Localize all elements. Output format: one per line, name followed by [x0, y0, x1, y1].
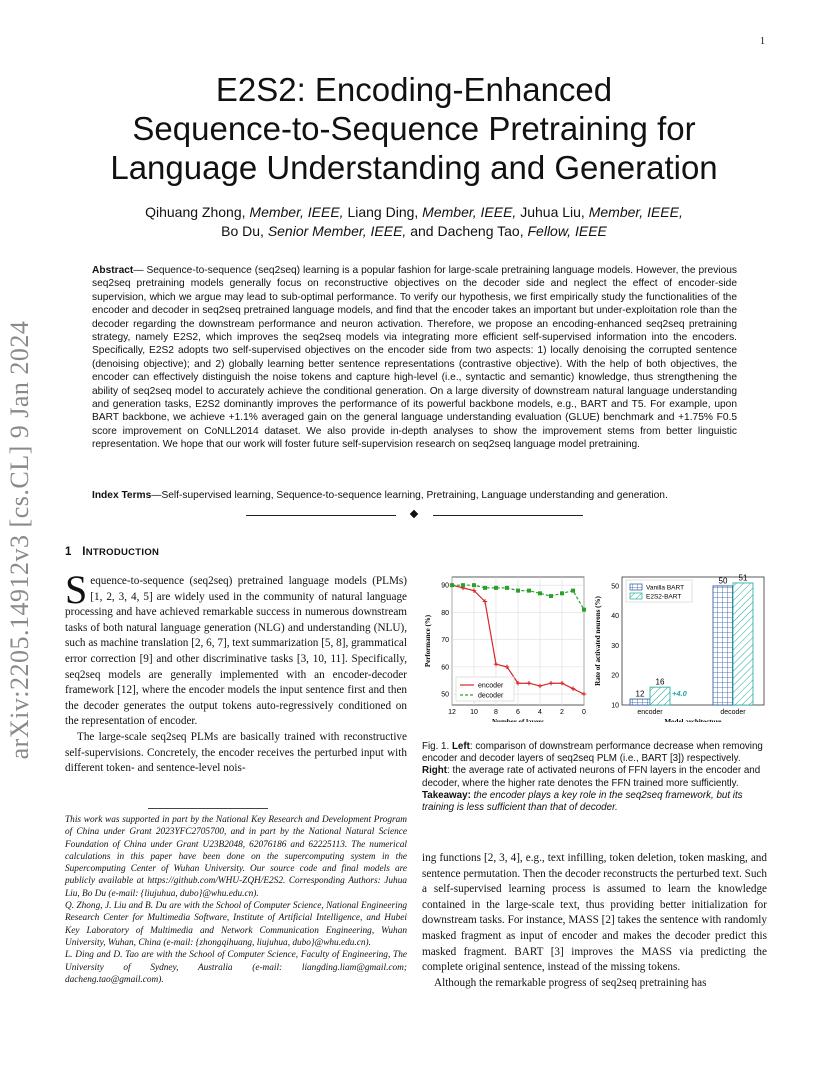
data-point-decoder: [483, 586, 487, 590]
author-line: [60, 203, 768, 222]
x-tick-label: 4: [538, 709, 542, 716]
x-tick-label: 6: [516, 709, 520, 716]
divider-line: [433, 515, 583, 516]
divider-line: [246, 515, 396, 516]
y-tick-label: 10: [611, 702, 619, 710]
data-point-decoder: [450, 583, 454, 587]
index-terms: [92, 489, 737, 502]
bar-vanilla-bart-decoder: [713, 586, 733, 705]
caption-right-text: : the average rate of activated neurons of FFN layers in the encoder and decoder, where the higher rate denotes the FFN trained more sufficiently.: [422, 765, 761, 789]
x-tick-label: 0: [582, 709, 586, 716]
figure-1: [422, 572, 767, 722]
footnote-paragraph: L. Ding and D. Tao are with the School of Computer Science, Faculty of Engineering, The University of Sydney, Australia (e-mail: liangding.liam@gmail.com; dacheng.tao@gmail.com).: [65, 950, 407, 985]
data-point-decoder: [505, 586, 509, 590]
y-tick-label: 50: [441, 691, 449, 699]
author-list: [60, 203, 768, 241]
data-point-decoder: [461, 583, 465, 587]
section-heading: [65, 546, 159, 558]
author-name: Bo Du,: [221, 223, 268, 239]
author-name: Qihuang Zhong,: [145, 204, 250, 220]
legend-label-decoder: decoder: [478, 692, 504, 700]
x-axis-label: Number of layers: [492, 718, 544, 722]
y-axis-label: Performance (%): [424, 614, 432, 668]
author-role: Member, IEEE,: [249, 204, 344, 220]
title-line: E2S2: Encoding-Enhanced: [215, 71, 613, 108]
figure-1-charts: [422, 572, 767, 722]
y-tick-label: 90: [441, 582, 449, 590]
index-terms-label: Index Terms: [92, 490, 152, 501]
y-tick-label: 20: [611, 672, 619, 680]
intro-paragraph-2: The large-scale seq2seq PLMs are basically trained with reconstructive self-supervisions. Concretely, the encoder receives the perturbed input with different token- and sentence-level nois-: [65, 730, 407, 775]
intro-paragraph-1: [65, 567, 407, 730]
legend-swatch-vanilla-bart: [630, 584, 642, 590]
right-column: [422, 851, 767, 991]
intro-column: [65, 567, 407, 777]
author-role: Member, IEEE,: [588, 204, 683, 220]
data-label: 51: [738, 573, 748, 583]
y-axis-label: Rate of activated neurons (%): [594, 596, 602, 686]
legend-swatch-e2s2-bart: [630, 593, 642, 599]
legend-label-e2s2-bart: E2S2-BART: [646, 593, 682, 601]
x-tick-label: 2: [560, 709, 564, 716]
arxiv-stamp: arXiv:2205.14912v3 [cs.CL] 9 Jan 2024: [5, 320, 34, 760]
data-point-decoder: [538, 591, 542, 595]
data-point-decoder: [560, 591, 564, 595]
x-tick-label: decoder: [720, 709, 746, 716]
dropcap: S: [65, 567, 88, 612]
paragraph-text: equence-to-sequence (seq2seq) pretrained language models (PLMs) [1, 2, 3, 4, 5] are widely used in the community of natural language processing and have achieved remarkable success in numerous downstream tasks of both natural language generation (NLG) and understanding (NLU), such as machine translation [2, 6, 7], text summarization [5, 8], grammatical error correction [9] and other discriminative tasks [3, 10, 11]. Specifically, seq2seq models are generally implemented with an encoder-decoder framework [12], where the encoder models the input sentence first and then the decoder generates the output tokens auto-regressively conditioned on the representation of encoder.: [65, 575, 407, 728]
author-role: Fellow, IEEE: [527, 223, 607, 239]
y-tick-label: 30: [611, 642, 619, 650]
data-point-decoder: [571, 589, 575, 593]
data-point-decoder: [549, 594, 553, 598]
gain-annotation: +4.0: [672, 689, 687, 699]
y-tick-label: 60: [441, 664, 449, 672]
data-point-decoder: [527, 589, 531, 593]
title-line: Sequence-to-Sequence Pretraining for: [132, 110, 696, 147]
footnote-rule: [148, 808, 268, 809]
caption-takeaway-label: Takeaway:: [422, 789, 471, 801]
caption-takeaway-text: the encoder plays a key role in the seq2seq framework, but its training is less sufficient than that of decoder.: [422, 789, 743, 814]
caption-left-label: Left: [451, 741, 470, 752]
x-tick-label: encoder: [637, 709, 663, 716]
y-tick-label: 80: [441, 609, 449, 617]
data-point-decoder: [472, 583, 476, 587]
author-line: [60, 222, 768, 241]
footnote-paragraph: This work was supported in part by the National Key Research and Development Program of China under Grant 2023YFC2705700, and in part by the National Natural Science Foundation of China under Grant U23B2048, 62076186 and 62225113. The numerical calculations in this paper have been done on the supercomputing system in the Supercomputing Center of Wuhan University. Our source code and final models are publicly available at https://github.com/WHU-ZQH/E2S2. Corresponding Authors: Juhua Liu, Bo Du (e-mail: {liujuhua, dubo}@whu.edu.cn).: [65, 815, 407, 899]
caption-right-label: Right: [422, 765, 448, 777]
abstract-text: — Sequence-to-sequence (seq2seq) learning is a popular fashion for large-scale pretraining language models. However, the previous seq2seq pretraining models generally focus on reconstructive objectives on the decoder side and neglect the effect of encoder-side supervision, which we argue may lead to sub-optimal performance. To verify our hypothesis, we first empirically study the functionalities of the encoder and decoder in seq2seq pretrained language models, and find that the encoder takes an important but under-exploitation role than the decoder regarding the downstream performance and neuron activation. Therefore, we propose an encoding-enhanced seq2seq pretraining strategy, namely E2S2, which improves the seq2seq models via integrating more efficient self-supervised information into the encoders. Specifically, E2S2 adopts two self-supervised objectives on the encoder side from two aspects: 1) locally denoising the corrupted sentence (denoising objective); and 2) globally learning better sentence representations (contrastive objective). With the help of both objectives, the encoder can effectively distinguish the noise tokens and capture high-level (i.e., syntactic and semantic) knowledge, thus strengthening the ability of seq2seq model to accurately achieve the conditional generation. On a large diversity of downstream natural language understanding and generation tasks, E2S2 dominantly improves the performance of its powerful backbone models, e.g., BART and T5. For example, upon BART backbone, we achieve +1.1% averaged gain on the general language understanding evaluation (GLUE) benchmark and +1.75% F0.5 score improvement on CoNLL2014 dataset. We also provide in-depth analyses to show the improvement stems from better linguistic representation. We hope that our work will foster future self-supervision research on seq2seq language model pretraining.: [92, 265, 737, 451]
y-tick-label: 70: [441, 637, 449, 645]
data-label: 12: [635, 689, 645, 699]
x-axis-label: Model architecture: [664, 718, 722, 722]
caption-left-text: : comparison of downstream performance decrease when removing encoder and decoder layers of seq2seq PLM (i.e., BART [3]) respectively.: [422, 741, 763, 765]
section-number: 1: [65, 546, 72, 558]
data-point-decoder: [494, 586, 498, 590]
section-divider: [246, 510, 583, 522]
x-tick-label: 8: [494, 709, 498, 716]
section-title-initial: I: [82, 546, 86, 558]
page-number: 1: [760, 36, 765, 47]
x-tick-label: 12: [448, 709, 456, 716]
x-tick-label: 10: [470, 709, 478, 716]
data-point-decoder: [516, 589, 520, 593]
bar-e2s2-bart-decoder: [733, 583, 753, 705]
footnote: [65, 814, 407, 986]
data-point-decoder: [582, 608, 586, 612]
caption-prefix: Fig. 1.: [422, 741, 452, 752]
index-terms-text: —Self-supervised learning, Sequence-to-sequence learning, Pretraining, Language understanding and generation.: [151, 490, 668, 501]
legend-label-encoder: encoder: [478, 682, 504, 690]
author-name: Juhua Liu,: [516, 204, 589, 220]
section-title-rest: NTRODUCTION: [85, 547, 160, 558]
abstract: [92, 264, 737, 452]
paper-title: [60, 70, 768, 187]
right-paragraph-2: Although the remarkable progress of seq2seq pretraining has: [434, 976, 707, 989]
y-tick-label: 50: [611, 583, 619, 591]
diamond-ornament-icon: [410, 510, 418, 518]
footnote-paragraph: Q. Zhong, J. Liu and B. Du are with the School of Computer Science, National Engineering Research Center for Multimedia Software, Institute of Artificial Intelligence, and Hubei Key Laboratory of Multimedia and Network Communication Engineering, Wuhan University, Wuhan, China (e-mail: {zhongqihuang, liujuhua, dubo}@whu.edu.cn).: [65, 901, 407, 948]
right-paragraph-1: ing functions [2, 3, 4], e.g., text infilling, token deletion, token masking, and sentence permutation. Then the decoder reconstructs the perturbed text. Such a self-supervised learning process is assumed to learn the knowledge contained in the large-scale text, thus providing better initialization for downstream tasks. For instance, MASS [2] takes the sentence with randomly masked fragment as input of encoder and makes the decoder predict this masked fragment. BART [3] improves the MASS via predicting the complete original sentence, instead of the missing tokens.: [422, 852, 767, 974]
data-label: 50: [718, 576, 728, 586]
author-name: Liang Ding,: [343, 204, 423, 220]
data-label: 16: [655, 677, 665, 687]
title-line: Language Understanding and Generation: [110, 149, 718, 186]
legend-label-vanilla-bart: Vanilla BART: [646, 584, 685, 592]
bar-e2s2-bart-encoder: [650, 687, 670, 705]
author-role: Senior Member, IEEE,: [267, 223, 407, 239]
figure-caption: [422, 741, 767, 814]
y-tick-label: 40: [611, 613, 619, 621]
author-name: and Dacheng Tao,: [406, 223, 528, 239]
abstract-label: Abstract: [92, 265, 134, 276]
bar-vanilla-bart-encoder: [630, 699, 650, 705]
author-role: Member, IEEE,: [422, 204, 517, 220]
